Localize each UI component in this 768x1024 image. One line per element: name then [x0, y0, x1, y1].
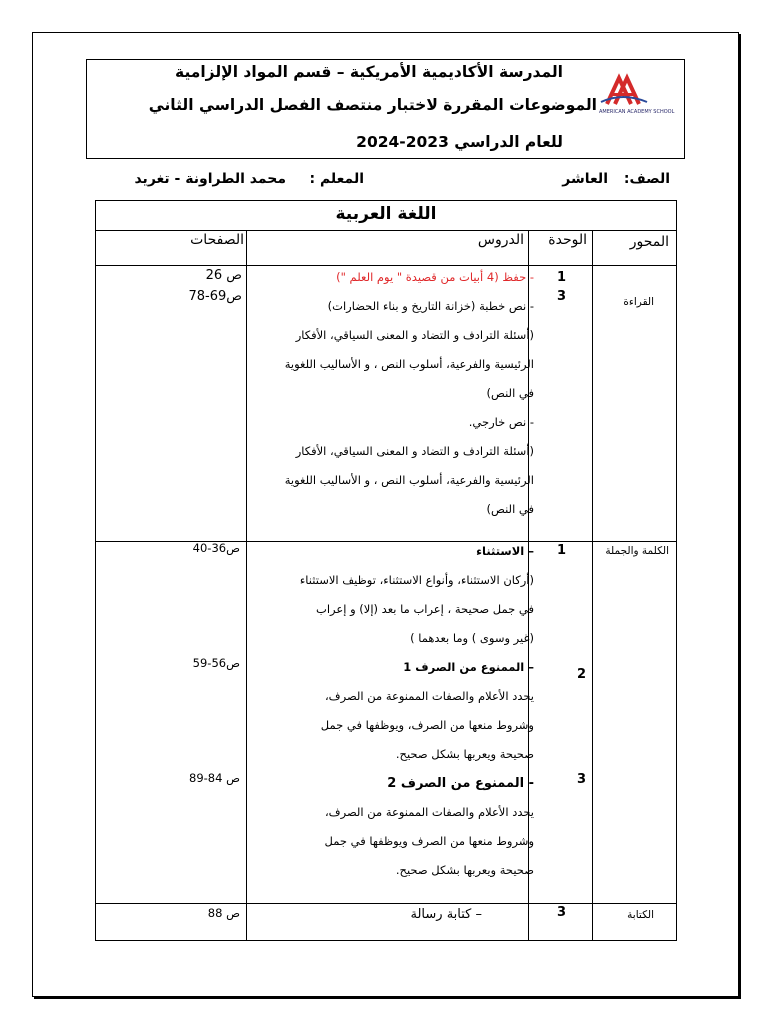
- teacher-value: محمد الطراونة - تغريد: [134, 171, 286, 187]
- lesson-line: الرئيسية والفرعية، أسلوب النص ، و الأساليب اللغوية: [284, 473, 534, 487]
- grade-value: العاشر: [562, 171, 608, 187]
- col-divider-1: [246, 230, 247, 940]
- subject-title: اللغة العربية: [335, 204, 437, 224]
- pages-value: ص69-78: [188, 289, 242, 304]
- lesson-line: وشروط منعها من الصرف، ويوظفها في جمل: [320, 718, 534, 732]
- lesson-line: يحدد الأعلام والصفات الممنوعة من الصرف،: [324, 689, 534, 703]
- unit-value: 3: [557, 289, 567, 304]
- axis-reading: القراءة: [623, 296, 654, 308]
- pages-value: ص 88: [207, 906, 240, 920]
- header-unit: الوحدة: [548, 232, 587, 248]
- topics-table: [95, 200, 677, 941]
- unit-value: 1: [557, 543, 567, 558]
- lesson-line: - نص خارجي.: [468, 415, 534, 429]
- lesson-line: – الاستثناء: [476, 544, 534, 558]
- lesson-line: يحدد الأعلام والصفات الممنوعة من الصرف،: [324, 805, 534, 819]
- title-divider: [96, 230, 676, 231]
- unit-value: 3: [557, 905, 567, 920]
- row-divider-2: [96, 903, 676, 904]
- academic-year: للعام الدراسي 2023-2024: [356, 133, 563, 151]
- lesson-line: – كتابة رسالة: [410, 907, 482, 922]
- unit-value: 1: [557, 270, 567, 285]
- lesson-line: وشروط منعها من الصرف ويوظفها في جمل: [324, 834, 534, 848]
- pages-value: ص 84-89: [189, 771, 240, 785]
- school-title: المدرسة الأكاديمية الأمريكية – قسم المواد الإلزامية: [175, 63, 563, 81]
- pages-value: ص56-59: [192, 656, 240, 670]
- pages-value: ص36-40: [192, 541, 240, 555]
- lesson-line: - حفظ (4 أبيات من قصيدة " يوم العلم "): [336, 270, 534, 284]
- teacher-label: المعلم :: [309, 171, 364, 187]
- lesson-line: صحيحة ويعربها بشكل صحيح.: [395, 747, 534, 761]
- lesson-line: في النص): [486, 502, 534, 516]
- header-lessons: الدروس: [477, 232, 524, 248]
- lesson-line: الرئيسية والفرعية، أسلوب النص ، و الأساليب اللغوية: [284, 357, 534, 371]
- unit-value: 2: [577, 667, 587, 682]
- lesson-line: - نص خطبة (خزانة التاريخ و بناء الحضارات): [327, 299, 534, 313]
- lesson-line: في النص): [486, 386, 534, 400]
- axis-word-sentence: الكلمة والجملة: [605, 545, 669, 557]
- word-sentence-lessons: [269, 537, 534, 885]
- lesson-line: (أسئلة الترادف و التضاد و المعنى السياقي، الأفكار: [295, 444, 534, 458]
- header-pages: الصفحات: [190, 232, 244, 248]
- reading-lessons: [269, 263, 534, 524]
- col-divider-3: [592, 230, 593, 940]
- unit-value: 3: [577, 772, 587, 787]
- grade-label: الصف:: [623, 171, 670, 187]
- lesson-line: (غير وسوى ) وما بعدهما ): [410, 631, 534, 645]
- logo-text: AMERICAN ACADEMY SCHOOL: [599, 109, 675, 115]
- exam-topics-title: الموضوعات المقررة لاختبار منتصف الفصل الدراسي الثاني: [148, 96, 597, 114]
- lesson-line: صحيحة ويعربها بشكل صحيح.: [395, 863, 534, 877]
- lesson-line: في جمل صحيحة ، إعراب ما بعد (إلا) و إعراب: [316, 602, 534, 616]
- axis-writing: الكتابة: [627, 909, 654, 921]
- school-logo: [595, 72, 683, 122]
- lesson-line: (أسئلة الترادف و التضاد و المعنى السياقي، الأفكار: [295, 328, 534, 342]
- lesson-line: - الممنوع من الصرف 2: [387, 776, 534, 791]
- pages-value: ص 26: [205, 268, 242, 283]
- header-axis: المحور: [629, 234, 669, 250]
- lesson-line: (أركان الاستثناء، وأنواع الاستثناء، توظيف الاستثناء: [299, 573, 534, 587]
- lesson-line: – الممنوع من الصرف 1: [403, 660, 534, 674]
